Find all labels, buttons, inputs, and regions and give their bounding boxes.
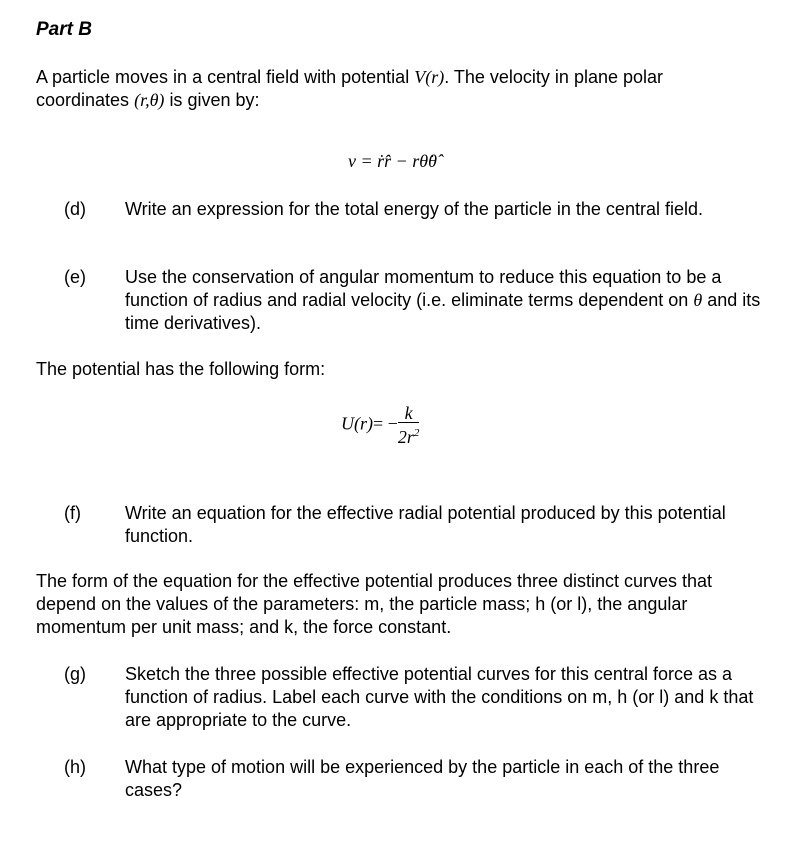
theta-symbol: θ <box>693 290 703 310</box>
question-label-g: (g) <box>64 664 86 684</box>
question-text-f: Write an equation for the effective radial potential produced by this potential function. <box>125 503 726 546</box>
question-e-text-2: and its time derivatives). <box>125 290 761 333</box>
potential-denominator <box>398 423 420 447</box>
question-text-d: Write an expression for the total energy of the particle in the central field. <box>125 199 703 219</box>
question-label-e: (e) <box>64 267 86 287</box>
intro-text-2: . The velocity in plane polar <box>444 67 664 87</box>
coords-symbol: (r,θ) <box>134 90 165 110</box>
potential-sign: = − <box>373 413 398 434</box>
part-title: Part B <box>36 19 92 40</box>
intro-text-3: coordinates <box>36 90 130 110</box>
question-e-text-1: Use the conservation of angular momentum to reduce this equation to be a function of radius and radial velocity (i.e. eliminate terms dependent on <box>125 267 722 310</box>
question-label-h: (h) <box>64 757 86 777</box>
curves-paragraph: The form of the equation for the effective potential produces three distinct curves that depend on the values of the parameters: m, the particle mass; h (or l), the angular momentum per unit mass; and k, the force constant. <box>36 571 713 637</box>
potential-intro: The potential has the following form: <box>36 359 326 379</box>
intro-paragraph <box>36 66 776 112</box>
potential-denominator-exp: 2 <box>413 427 420 439</box>
question-label-f: (f) <box>64 503 81 523</box>
question-text-h: What type of motion will be experienced by the particle in each of the three cases? <box>125 757 720 800</box>
potential-numerator: k <box>398 404 420 423</box>
question-label-d: (d) <box>64 199 86 219</box>
potential-symbol: V(r) <box>414 67 445 87</box>
potential-lhs: U(r) <box>341 413 373 434</box>
question-text-g: Sketch the three possible effective potential curves for this central force as a function of radius. Label each curve with the conditions on m, h (or l) and k that are appropriate to the curve. <box>125 664 754 730</box>
intro-text-4: is given by: <box>169 90 260 110</box>
velocity-equation: v = ṙr̂ − rθ̇θ̂ <box>348 151 437 171</box>
potential-denominator-base: 2r <box>397 427 414 447</box>
intro-text-1: A particle moves in a central field with potential <box>36 67 410 87</box>
potential-fraction <box>398 404 420 447</box>
question-text-e <box>125 266 775 335</box>
potential-equation <box>341 404 419 447</box>
